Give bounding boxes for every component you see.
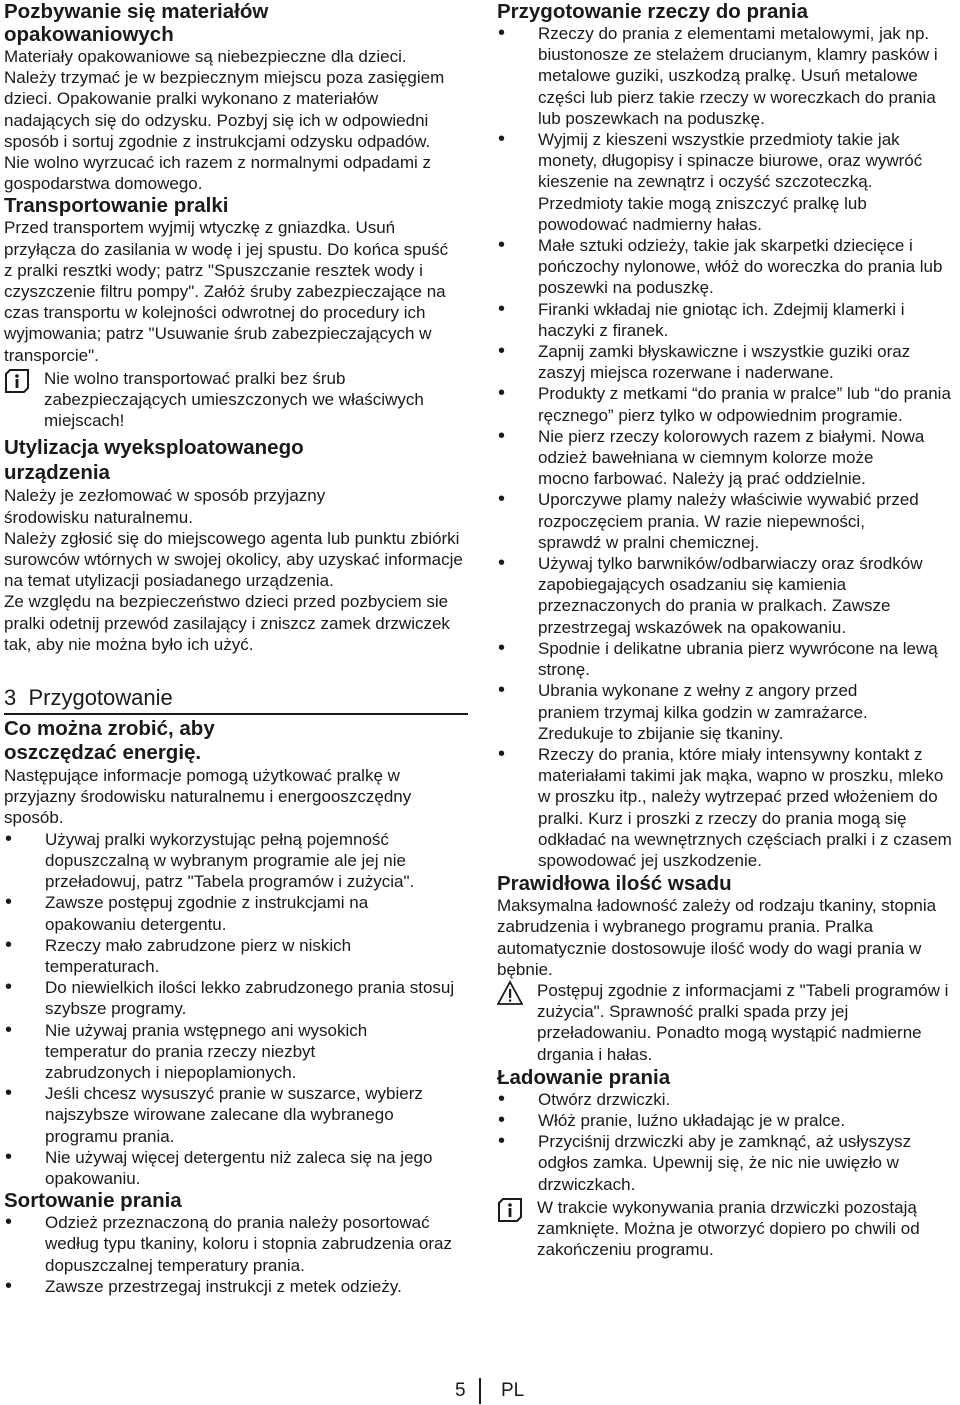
list-item: • Rzeczy mało zabrudzone pierz w niskich temperaturach. (4, 935, 474, 977)
page-footer (455, 1378, 555, 1404)
note-loading-text: W trakcie wykonywania prania drzwiczki pozostają zamknięte. Można je otworzyć dopiero po chwili od zakończeniu programu. (537, 1197, 920, 1260)
list-item: • Małe sztuki odzieży, takie jak skarpetki dziecięce i pończochy nylonowe, włóż do woreczka do prania lub poszewki na poduszkę. (497, 235, 957, 299)
list-item: • Ubrania wykonane z wełny z angory przed praniem trzymaj kilka godzin w zamrażarce. Zredukuje to zbijanie się tkaniny. (497, 680, 957, 744)
paragraph-load: Maksymalna ładowność zależy od rodzaju tkaniny, stopnia zabrudzenia i wybranego programu prania. Pralka automatycznie dostosowuje ilość wody do wagi prania w bębnie. (497, 896, 937, 979)
note-loading (497, 1197, 957, 1261)
list-item: • Otwórz drzwiczki. (497, 1089, 957, 1110)
list-item: • Zapnij zamki błyskawiczne i wszystkie guziki oraz zaszyj miejsca rozerwane i naderwane. (497, 341, 957, 383)
energy-list (4, 829, 474, 1189)
note-transport (4, 368, 474, 432)
paragraph-packaging: Materiały opakowaniowe są niebezpieczne dla dzieci. Należy trzymać je w bezpiecznym miejscu poza zasięgiem dzieci. Opakowanie pralki wykonano z materiałów nadających się do odzysku. Pozbyj się ich w odpowiedni sposób i sortuj zgodnie z instrukcjami odzysku odpadów. Nie wolno wyrzucać ich razem z normalnymi odpadami z gospodarstwa domowego. (4, 47, 445, 194)
info-icon (4, 368, 30, 394)
list-item: • Rzeczy do prania, które miały intensywny kontakt z materiałami takimi jak mąka, wapno w proszku, mleko w proszku itp., należy wytrzepać przed włożeniem do pralki. Kurz i proszki z rzeczy do prania mogą się odkładać na wewnętrznych częściach pralki i z czasem spowodować jej uszkodzenie. (497, 744, 957, 871)
list-item: • Odzież przeznaczoną do prania należy posortować według typu tkaniny, koloru i stopnia zabrudzenia oraz dopuszczalnej temperatury prania. (4, 1212, 474, 1276)
left-column (4, 0, 474, 1297)
sorting-list (4, 1212, 474, 1297)
warning-load (497, 980, 957, 1065)
right-column (497, 0, 957, 1260)
paragraph-disposal-1: Należy je zezłomować w sposób przyjazny środowisku naturalnemu. (4, 486, 326, 527)
paragraph-energy: Następujące informacje pomogą użytkować pralkę w przyjazny środowisku naturalnemu i energooszczędny sposób. (4, 766, 412, 828)
heading-disposal: Utylizacja wyeksploatowanego urządzenia (4, 436, 304, 485)
heading-load: Prawidłowa ilość wsadu (497, 872, 732, 896)
list-item: • Zawsze przestrzegaj instrukcji z metek odzieży. (4, 1276, 474, 1297)
list-item: • Produkty z metkami “do prania w pralce” lub “do prania ręcznego” pierz tylko w odpowiednim programie. (497, 383, 957, 425)
list-item: • Zawsze postępuj zgodnie z instrukcjami na opakowaniu detergentu. (4, 892, 474, 934)
paragraph-transport: Przed transportem wyjmij wtyczkę z gniazdka. Usuń przyłącza do zasilania w wodę i jej spustu. Do końca spuść z pralki resztki wody; patrz "Spuszczanie resztek wody i czyszczenie filtru pompy". Załóż śruby zabezpieczające na czas transportu w kolejności odwrotnej do procedury ich wyjmowania; patrz "Usuwanie śrub zabezpieczających w transporcie". (4, 218, 449, 365)
heading-sorting: Sortowanie prania (4, 1189, 182, 1213)
section-title: 3 Przygotowanie (4, 685, 468, 715)
list-item: • Nie używaj prania wstępnego ani wysokich temperatur do prania rzeczy niezbyt zabrudzonych i niepoplamionych. (4, 1020, 474, 1084)
prep-list (497, 23, 957, 871)
footer-divider (479, 1378, 481, 1404)
loading-list (497, 1089, 957, 1195)
list-item: • Uporczywe plamy należy właściwie wywabić przed rozpoczęciem prania. W razie niepewności, sprawdź w pralni chemicznej. (497, 489, 957, 553)
heading-transport: Transportowanie pralki (4, 194, 229, 218)
warning-load-text: Postępuj zgodnie z informacjami z "Tabeli programów i zużycia". Sprawność pralki spada przy jej przeładowaniu. Ponadto mogą wystąpić nadmierne drgania i hałas. (537, 980, 949, 1064)
list-item: • Nie pierz rzeczy kolorowych razem z białymi. Nowa odzież bawełniana w ciemnym kolorze może mocno farbować. Należy ją prać oddzielnie. (497, 426, 957, 490)
list-item: • Używaj tylko barwników/odbarwiaczy oraz środków zapobiegających osadzaniu się kamienia przeznaczonych do prania w pralkach. Zawsze przestrzegaj wskazówek na opakowaniu. (497, 553, 957, 638)
list-item: • Firanki wkładaj nie gniotąc ich. Zdejmij klamerki i haczyki z firanek. (497, 299, 957, 341)
heading-packaging: Pozbywanie się materiałów opakowaniowych (4, 0, 269, 46)
info-icon (497, 1197, 523, 1223)
warning-icon (497, 980, 523, 1006)
heading-prep: Przygotowanie rzeczy do prania (497, 0, 808, 23)
note-transport-text: Nie wolno transportować pralki bez śrub zabezpieczających umieszczonych we właściwych miejscach! (44, 368, 424, 431)
list-item: • Spodnie i delikatne ubrania pierz wywrócone na lewą stronę. (497, 638, 957, 680)
heading-loading: Ładowanie prania (497, 1065, 671, 1089)
paragraph-disposal-2: Należy zgłosić się do miejscowego agenta lub punktu zbiórki surowców wtórnych w swojej okolicy, aby uzyskać informacje na temat utylizacji posiadanego urządzenia. (4, 528, 463, 591)
list-item: • Do niewielkich ilości lekko zabrudzonego prania stosuj szybsze programy. (4, 977, 474, 1019)
paragraph-disposal-3: Ze względu na bezpieczeństwo dzieci przed pozbyciem sie pralki odetnij przewód zasilający i zniszcz zamek drzwiczek tak, aby nie można było ich użyć. (4, 592, 450, 654)
list-item: • Nie używaj więcej detergentu niż zaleca się na jego opakowaniu. (4, 1147, 474, 1189)
list-item: • Włóż pranie, luźno układając je w pralce. (497, 1110, 957, 1131)
list-item: • Używaj pralki wykorzystując pełną pojemność dopuszczalną w wybranym programie ale jej nie przeładowuj, patrz "Tabela programów i zużycia". (4, 829, 474, 893)
page-number: 5 (455, 1380, 466, 1401)
list-item: • Wyjmij z kieszeni wszystkie przedmioty takie jak monety, długopisy i spinacze biurowe, oraz wywróć kieszenie na zewnątrz i oczyść szczoteczką. Przedmioty takie mogą zniszczyć pralkę lub powodować nadmierny hałas. (497, 129, 957, 235)
list-item: • Rzeczy do prania z elementami metalowymi, jak np. biustonosze ze stelażem drucianym, klamry pasków i metalowe guziki, uszkodzą pralkę. Usuń metalowe części lub pierz takie rzeczy w woreczkach do prania lub poszewkach na poduszkę. (497, 23, 957, 129)
heading-energy: Co można zrobić, aby oszczędzać energię. (4, 717, 215, 765)
language-code: PL (501, 1380, 525, 1401)
list-item: • Jeśli chcesz wysuszyć pranie w suszarce, wybierz najszybsze wirowane zalecane dla wybranego programu prania. (4, 1083, 474, 1147)
list-item: • Przyciśnij drzwiczki aby je zamknąć, aż usłyszysz odgłos zamka. Upewnij się, że nic nie uwięzło w drzwiczkach. (497, 1131, 957, 1195)
